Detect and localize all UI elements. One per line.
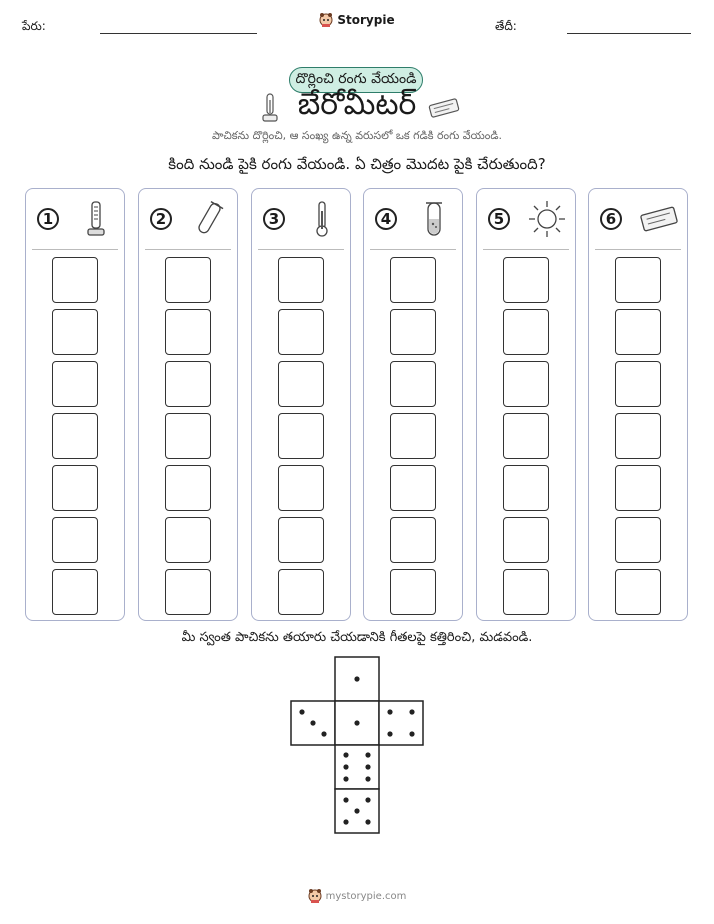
color-box[interactable] bbox=[615, 413, 661, 459]
column-number: 3 bbox=[263, 208, 285, 230]
color-box[interactable] bbox=[390, 413, 436, 459]
dice-instruction: మీ స్వంత పాచికను తయారు చేయడానికి గీతలపై కత్తిరించి, మడవండి. bbox=[181, 630, 533, 645]
color-box[interactable] bbox=[52, 413, 98, 459]
column-number: 5 bbox=[488, 208, 510, 230]
column-1 bbox=[25, 188, 125, 621]
color-box[interactable] bbox=[615, 257, 661, 303]
sun-icon bbox=[527, 199, 567, 239]
column-6 bbox=[588, 188, 688, 621]
color-box[interactable] bbox=[52, 569, 98, 615]
color-box[interactable] bbox=[278, 569, 324, 615]
question-text: కింది నుండి పైకి రంగు వేయండి. ఏ చిత్రం మొదట పైకి చేరుతుంది? bbox=[168, 155, 546, 173]
barometer-icon bbox=[76, 199, 116, 239]
column-number: 4 bbox=[375, 208, 397, 230]
color-box[interactable] bbox=[503, 361, 549, 407]
name-line[interactable] bbox=[100, 33, 257, 34]
color-box[interactable] bbox=[503, 569, 549, 615]
column-divider bbox=[595, 249, 681, 250]
color-box[interactable] bbox=[165, 465, 211, 511]
date-label: తేదీ: bbox=[495, 19, 517, 33]
color-box[interactable] bbox=[390, 465, 436, 511]
thermometer-icon bbox=[302, 199, 342, 239]
footer bbox=[0, 888, 714, 904]
brand-name: Storypie bbox=[337, 13, 395, 27]
column-number: 1 bbox=[37, 208, 59, 230]
column-number: 6 bbox=[600, 208, 622, 230]
color-box[interactable] bbox=[503, 257, 549, 303]
column-divider bbox=[258, 249, 344, 250]
color-box[interactable] bbox=[165, 361, 211, 407]
color-box[interactable] bbox=[52, 465, 98, 511]
color-box[interactable] bbox=[278, 257, 324, 303]
column-divider bbox=[145, 249, 231, 250]
page-title: బేరోమీటర్ bbox=[297, 87, 417, 122]
color-box[interactable] bbox=[503, 309, 549, 355]
test-tube-icon bbox=[189, 199, 229, 239]
color-box[interactable] bbox=[390, 517, 436, 563]
storypie-logo-icon bbox=[319, 12, 333, 28]
weather-station-icon bbox=[427, 96, 461, 120]
color-box[interactable] bbox=[615, 569, 661, 615]
column-divider bbox=[483, 249, 569, 250]
die-face-6 bbox=[335, 745, 379, 789]
dice-net bbox=[290, 656, 426, 836]
color-box[interactable] bbox=[278, 361, 324, 407]
weather-station-icon bbox=[639, 199, 679, 239]
footer-url[interactable]: mystorypie.com bbox=[325, 890, 407, 902]
color-box[interactable] bbox=[503, 413, 549, 459]
name-label: పేరు: bbox=[22, 19, 46, 33]
color-box[interactable] bbox=[165, 517, 211, 563]
die-face-4 bbox=[379, 701, 423, 745]
color-box[interactable] bbox=[390, 257, 436, 303]
color-box[interactable] bbox=[52, 257, 98, 303]
color-box[interactable] bbox=[278, 413, 324, 459]
column-4 bbox=[363, 188, 463, 621]
instructions-subtitle: పాచికను దొర్లించి, ఆ సంఖ్య ఉన్న వరుసలో ఒక గడికి రంగు వేయండి. bbox=[212, 129, 502, 142]
color-box[interactable] bbox=[615, 361, 661, 407]
column-3 bbox=[251, 188, 351, 621]
color-box[interactable] bbox=[390, 309, 436, 355]
color-box[interactable] bbox=[165, 257, 211, 303]
column-number: 2 bbox=[150, 208, 172, 230]
column-divider bbox=[370, 249, 456, 250]
brand bbox=[0, 12, 714, 28]
column-5 bbox=[476, 188, 576, 621]
color-box[interactable] bbox=[390, 569, 436, 615]
color-box[interactable] bbox=[165, 569, 211, 615]
color-box[interactable] bbox=[278, 465, 324, 511]
color-box[interactable] bbox=[615, 309, 661, 355]
liquid-tube-icon bbox=[414, 199, 454, 239]
color-box[interactable] bbox=[52, 309, 98, 355]
color-box[interactable] bbox=[503, 517, 549, 563]
color-box[interactable] bbox=[165, 309, 211, 355]
column-divider bbox=[32, 249, 118, 250]
color-box[interactable] bbox=[503, 465, 549, 511]
color-box[interactable] bbox=[52, 361, 98, 407]
color-box[interactable] bbox=[52, 517, 98, 563]
storypie-logo-icon bbox=[308, 888, 322, 904]
color-box[interactable] bbox=[615, 465, 661, 511]
activity-badge: దొర్లించి రంగు వేయండి bbox=[289, 67, 423, 93]
column-2 bbox=[138, 188, 238, 621]
color-box[interactable] bbox=[278, 309, 324, 355]
color-box[interactable] bbox=[390, 361, 436, 407]
color-box[interactable] bbox=[615, 517, 661, 563]
color-box[interactable] bbox=[165, 413, 211, 459]
date-line[interactable] bbox=[567, 33, 691, 34]
color-box[interactable] bbox=[278, 517, 324, 563]
